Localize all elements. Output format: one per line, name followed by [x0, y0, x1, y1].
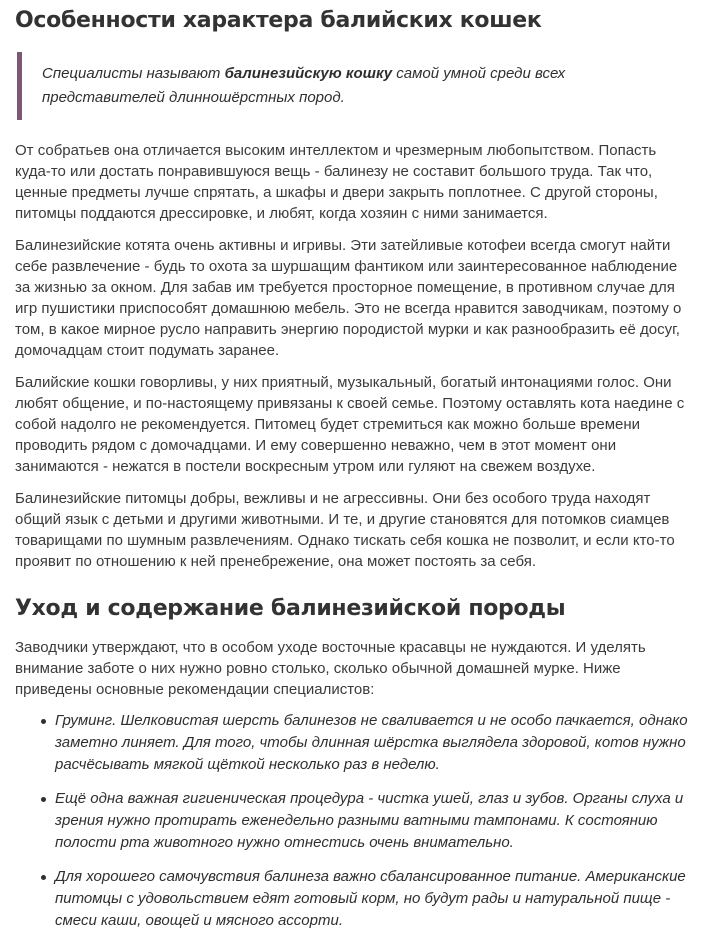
- bullet-icon: [41, 875, 46, 880]
- paragraph-voice: Балийские кошки говорливы, у них приятный, музыкальный, богатый интонациями голос. Они любят общение, и по-настоящему привязаны к своей семье. Поэтому оставлять кота наедине с собой надолго не рекомендуется. Питомец будет стремиться как можно больше времени проводить рядом с домочадцами. И ему совершенно неважно, чем в этот момент они занимаются - нежатся в постели воскресным утром или гуляют на свежем воздухе.: [15, 374, 685, 475]
- recommendations-list: [15, 710, 692, 932]
- paragraph-care-intro: Заводчики утверждают, что в особом уходе восточные красавцы не нуждаются. И уделять внимание заботе о них нужно ровно столько, сколько обычной домашней мурке. Ниже приведены основные рекомендации специалистов:: [15, 639, 646, 698]
- bullet-icon: [41, 797, 46, 802]
- bullet-icon: [41, 719, 46, 724]
- list-item: [55, 710, 692, 776]
- paragraph-temper: Балинезийские питомцы добры, вежливы и не агрессивны. Они без особого труда находят общий язык с детьми и другими животными. И те, и другие становятся для потомков сиамцев товарищами по шумным развлечениям. Однако тискать себя кошка не позволит, и если кто-то проявит по отношению к ней пренебрежение, она может постоять за себя.: [15, 490, 675, 570]
- list-item-text: Груминг. Шелковистая шерсть балинезов не сваливается и не особо пачкается, однако заметно линяет. Для того, чтобы длинная шёрстка выглядела здоровой, котов нужно расчёсывать мягкой щёткой несколько раз в неделю.: [55, 712, 688, 773]
- list-item: [55, 788, 692, 854]
- pull-quote: [17, 52, 692, 120]
- quote-text-start: Специалисты называют: [42, 65, 225, 82]
- list-item: [55, 866, 692, 932]
- paragraph-curiosity: От собратьев она отличается высоким интеллектом и чрезмерным любопытством. Попасть куда-то или достать понравившуюся вещь - балинезу не составит большого труда. Так что, ценные предметы лучше спрятать, а шкафы и двери закрыть поплотнее. С другой стороны, питомцы поддаются дрессировке, и любят, когда хозяин с ними занимается.: [15, 142, 658, 222]
- list-item-text: Ещё одна важная гигиеническая процедура - чистка ушей, глаз и зубов. Органы слуха и зрения нужно протирать еженедельно разными ватными тампонами. К состоянию полости рта животного нужно отнестись очень внимательно.: [55, 790, 684, 851]
- section-heading-character: Особенности характера балийских кошек: [15, 8, 542, 33]
- paragraph-playfulness: Балинезийские котята очень активны и игривы. Эти затейливые котофеи всегда смогут найти себе развлечение - будь то охота за шуршащим фантиком или заинтересованное наблюдение за жизнью за окном. Для забав им требуется просторное помещение, в противном случае для игр пушистики приспособят домашнюю мебель. Это не всегда нравится заводчикам, поэтому о том, в какое мирное русло направить энергию породистой мурки и как разнообразить её досуг, домочадцам стоит подумать заранее.: [15, 237, 682, 359]
- list-item-text: Для хорошего самочувствия балинеза важно сбалансированное питание. Американские питомцы с удовольствием едят готовый корм, но будут рады и натуральной пище - смеси каши, овощей и мясного ассорти.: [55, 868, 686, 929]
- section-heading-care: Уход и содержание балинезийской породы: [15, 596, 566, 621]
- quote-bold-text: балинезийскую кошку: [224, 65, 393, 82]
- quote-text-end: самой умной среди всех представителей длинношёрстных пород.: [42, 65, 566, 106]
